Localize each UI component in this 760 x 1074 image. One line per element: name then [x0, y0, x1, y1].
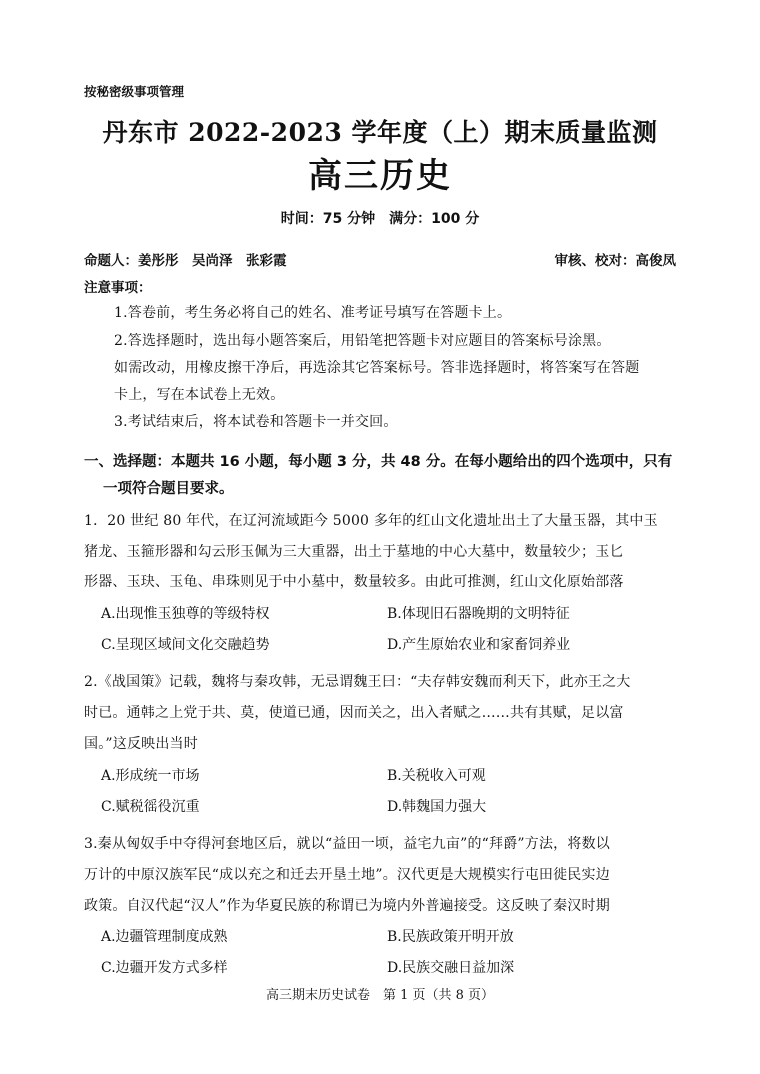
question-2-option-c[interactable]: C.赋税徭役沉重	[101, 799, 200, 815]
page-footer: 高三期末历史试卷 第 1 页（共 8 页）	[265, 988, 495, 1003]
question-2-option-a[interactable]: A.形成统一市场	[101, 768, 200, 784]
exam-subject: 高三历史	[308, 156, 452, 196]
notes-line: 如需改动，用橡皮擦干净后，再选涂其它答案标号。答非选择题时，将答案写在答题	[114, 360, 640, 376]
question-1-option-d[interactable]: D.产生原始农业和家畜饲养业	[387, 637, 571, 653]
question-1-option-a[interactable]: A.出现惟玉独尊的等级特权	[101, 606, 270, 622]
exam-title: 丹东市 2022-2023 学年度（上）期末质量监测	[102, 118, 658, 147]
question-2-option-b[interactable]: B.关税收入可观	[387, 768, 486, 784]
authors: 命题人：姜彤彤 吴尚泽 张彩霞	[84, 253, 287, 269]
question-3-option-b[interactable]: B.民族政策开明开放	[387, 929, 514, 945]
secret-mark: 按秘密级事项管理	[84, 84, 185, 99]
question-2-line: 2.《战国策》记载，魏将与秦攻韩，无忌谓魏王曰：“夫存韩安魏而利天下，此亦王之大	[84, 674, 631, 690]
question-3-line: 政策。自汉代起“汉人”作为华夏民族的称谓已为境内外普遍接受。这反映了秦汉时期	[84, 898, 610, 914]
section-heading-cont: 一项符合题目要求。	[103, 481, 234, 497]
question-2-line: 国。”这反映出当时	[84, 736, 198, 752]
notes-line: 1.答卷前，考生务必将自己的姓名、准考证号填写在答题卡上。	[114, 305, 512, 321]
notes-line: 3.考试结束后，将本试卷和答题卡一并交回。	[114, 414, 398, 430]
reviewer: 审核、校对：高俊凤	[554, 253, 676, 269]
notes-line: 卡上，写在本试卷上无效。	[114, 387, 285, 403]
notes-title: 注意事项：	[84, 280, 152, 296]
question-1-line: 1．20 世纪 80 年代，在辽河流域距今 5000 多年的红山文化遗址出土了大量玉器，其中玉	[84, 513, 658, 529]
time-score: 时间：75 分钟 满分：100 分	[280, 211, 480, 227]
question-3-option-a[interactable]: A.边疆管理制度成熟	[101, 929, 228, 945]
question-1-option-b[interactable]: B.体现旧石器晚期的文明特征	[387, 606, 570, 622]
notes-line: 2.答选择题时，选出每小题答案后，用铅笔把答题卡对应题目的答案标号涂黑。	[114, 333, 611, 349]
question-3-line: 万计的中原汉族军民“成以充之和迁去开垦土地”。汉代更是大规模实行屯田徙民实边	[84, 867, 610, 883]
question-2-line: 时已。通韩之上党于共、莫，使道已通，因而关之，出入者赋之……共有其赋，足以富	[84, 705, 624, 721]
section-heading: 一、选择题：本题共 16 小题，每小题 3 分，共 48 分。在每小题给出的四个选项中，只有	[84, 454, 673, 470]
question-1-line: 形器、玉玦、玉龟、串珠则见于中小墓中，数量较多。由此可推测，红山文化原始部落	[84, 574, 624, 590]
question-3-option-c[interactable]: C.边疆开发方式多样	[101, 960, 228, 976]
question-2-option-d[interactable]: D.韩魏国力强大	[387, 799, 487, 815]
question-1-line: 猪龙、玉箍形器和勾云形玉佩为三大重器，出土于墓地的中心大墓中，数量较少；玉匕	[84, 544, 624, 560]
question-3-line: 3.秦从匈奴手中夺得河套地区后，就以“益田一顷，益宅九亩”的“拜爵”方法，将数以	[84, 836, 610, 852]
question-1-option-c[interactable]: C.呈现区域间文化交融趋势	[101, 637, 270, 653]
question-3-option-d[interactable]: D.民族交融日益加深	[387, 960, 515, 976]
